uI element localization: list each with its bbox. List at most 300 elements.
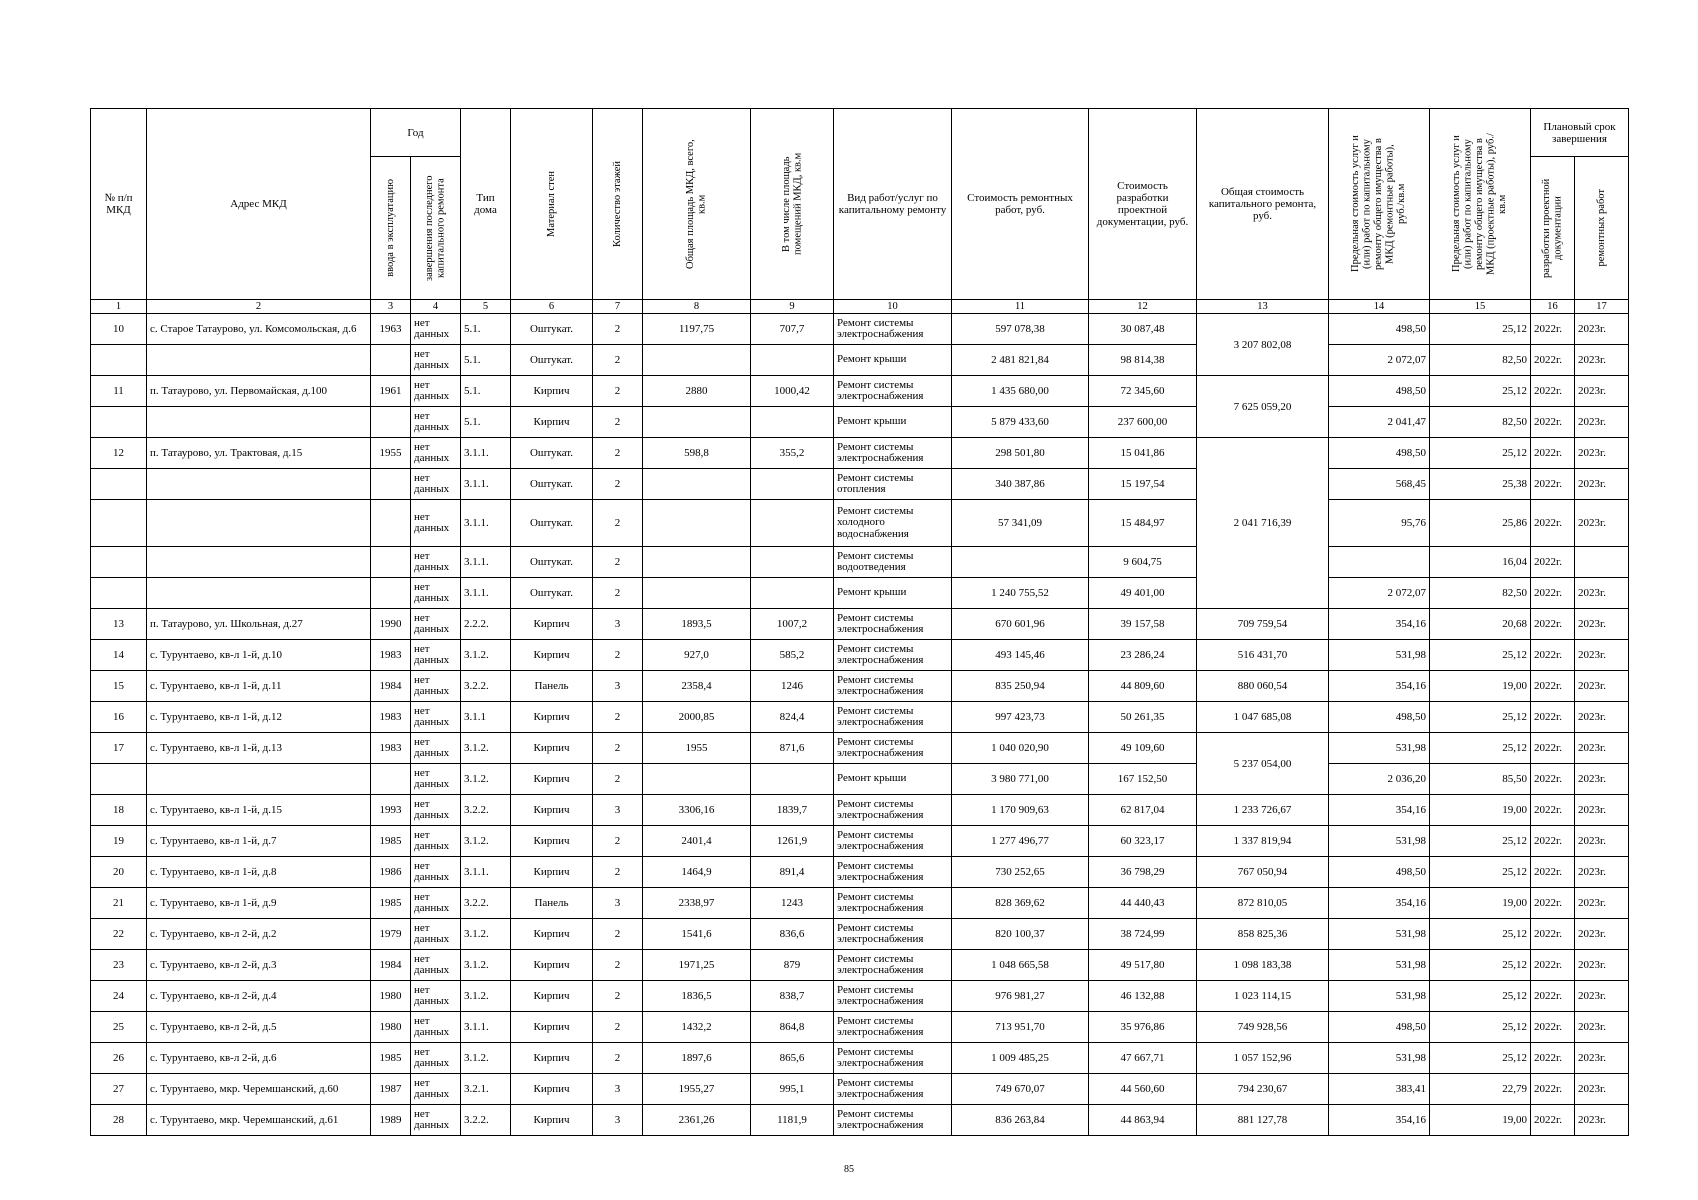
- cell-year-built: 1963: [371, 314, 411, 345]
- table-row: [91, 640, 1629, 671]
- cell-work-type: Ремонт системы электроснабжения: [834, 857, 952, 888]
- cell-year-built: 1985: [371, 888, 411, 919]
- header-house-type: Тип дома: [461, 109, 511, 300]
- cell-plan-design: 2022г.: [1531, 609, 1575, 640]
- table-body: [91, 314, 1629, 1136]
- table-row: [91, 671, 1629, 702]
- cell-design-cost: 44 440,43: [1089, 888, 1197, 919]
- table-row: [91, 733, 1629, 764]
- cell-address: с. Турунтаево, кв-л 1-й, д.9: [147, 888, 371, 919]
- cell-wall-material: Кирпич: [511, 1074, 593, 1105]
- cell-total-cost: 516 431,70: [1197, 640, 1329, 671]
- cell-floors: 2: [593, 702, 643, 733]
- cell-repair-cost: 298 501,80: [952, 438, 1089, 469]
- cell-limit-repair: 498,50: [1329, 438, 1430, 469]
- cell-last-repair: нет данных: [411, 407, 461, 438]
- cell-house-type: 3.1.2.: [461, 950, 511, 981]
- cell-limit-repair: 568,45: [1329, 469, 1430, 500]
- cell-house-type: 3.2.2.: [461, 888, 511, 919]
- cell-total-area: 3306,16: [643, 795, 751, 826]
- cell-plan-repair: [1575, 547, 1629, 578]
- cell-work-type: Ремонт крыши: [834, 578, 952, 609]
- cell-limit-repair: 354,16: [1329, 609, 1430, 640]
- cell-wall-material: Оштукат.: [511, 500, 593, 547]
- cell-row-number: 23: [91, 950, 147, 981]
- header-total-area-text: Общая площадь МКД, всего, кв.м: [685, 139, 708, 269]
- cell-wall-material: Оштукат.: [511, 578, 593, 609]
- cell-total-area: 1836,5: [643, 981, 751, 1012]
- cell-plan-repair: 2023г.: [1575, 733, 1629, 764]
- cell-limit-design: 25,12: [1430, 702, 1531, 733]
- cell-work-type: Ремонт системы электроснабжения: [834, 733, 952, 764]
- capital-repair-table: [90, 108, 1629, 1136]
- cell-year-built: 1983: [371, 702, 411, 733]
- cell-limit-repair: 531,98: [1329, 1043, 1430, 1074]
- cell-plan-repair: 2023г.: [1575, 609, 1629, 640]
- cell-row-number: 22: [91, 919, 147, 950]
- cell-limit-repair: 498,50: [1329, 702, 1430, 733]
- cell-repair-cost: 670 601,96: [952, 609, 1089, 640]
- table-row: [91, 1074, 1629, 1105]
- cell-address: с. Турунтаево, мкр. Черемшанский, д.60: [147, 1074, 371, 1105]
- cell-design-cost: 60 323,17: [1089, 826, 1197, 857]
- cell-year-built: 1983: [371, 733, 411, 764]
- header-plan-design: [1531, 157, 1575, 300]
- cell-house-type: 3.1.1.: [461, 500, 511, 547]
- cell-work-type: Ремонт системы водоотведения: [834, 547, 952, 578]
- cell-wall-material: Кирпич: [511, 826, 593, 857]
- cell-work-type: Ремонт системы электроснабжения: [834, 1043, 952, 1074]
- cell-year-built: 1979: [371, 919, 411, 950]
- cell-plan-design: 2022г.: [1531, 702, 1575, 733]
- cell-row-number: 12: [91, 438, 147, 469]
- header-work-type: Вид работ/услуг по капитальному ремонту: [834, 109, 952, 300]
- cell-address: с. Турунтаево, кв-л 2-й, д.3: [147, 950, 371, 981]
- cell-wall-material: Оштукат.: [511, 547, 593, 578]
- cell-total-cost: 1 337 819,94: [1197, 826, 1329, 857]
- cell-house-type: 3.2.2.: [461, 671, 511, 702]
- cell-plan-design: 2022г.: [1531, 981, 1575, 1012]
- cell-house-type: 3.1.2.: [461, 764, 511, 795]
- cell-year-built: 1986: [371, 857, 411, 888]
- table-row: [91, 888, 1629, 919]
- cell-address: п. Татаурово, ул. Трактовая, д.15: [147, 438, 371, 469]
- cell-premises-area: 864,8: [751, 1012, 834, 1043]
- cell-floors: 2: [593, 407, 643, 438]
- cell-limit-repair: 531,98: [1329, 919, 1430, 950]
- cell-address: п. Татаурово, ул. Первомайская, д.100: [147, 376, 371, 407]
- cell-last-repair: нет данных: [411, 888, 461, 919]
- cell-total-area: 1432,2: [643, 1012, 751, 1043]
- table-row: [91, 1043, 1629, 1074]
- header-limit-design-text: Предельная стоимость услуг и (или) работ по капитальному ремонту общего имущества в МКД (проектные работы), руб./кв.м: [1451, 133, 1509, 275]
- column-numbers-row: [91, 300, 1629, 314]
- cell-house-type: 3.1.1.: [461, 857, 511, 888]
- cell-row-number: [91, 500, 147, 547]
- column-number: 17: [1575, 300, 1629, 314]
- cell-limit-repair: 531,98: [1329, 826, 1430, 857]
- cell-limit-design: 25,86: [1430, 500, 1531, 547]
- cell-limit-design: 25,12: [1430, 733, 1531, 764]
- cell-floors: 3: [593, 609, 643, 640]
- cell-total-area: 2358,4: [643, 671, 751, 702]
- cell-plan-repair: 2023г.: [1575, 578, 1629, 609]
- cell-limit-design: 25,12: [1430, 376, 1531, 407]
- cell-plan-repair: 2023г.: [1575, 826, 1629, 857]
- cell-premises-area: 995,1: [751, 1074, 834, 1105]
- cell-premises-area: 1007,2: [751, 609, 834, 640]
- cell-row-number: [91, 764, 147, 795]
- cell-work-type: Ремонт системы электроснабжения: [834, 888, 952, 919]
- header-plan-design-text: разработки проектной документации: [1541, 178, 1564, 278]
- cell-plan-repair: 2023г.: [1575, 795, 1629, 826]
- cell-address: [147, 500, 371, 547]
- cell-work-type: Ремонт системы электроснабжения: [834, 376, 952, 407]
- cell-total-cost: 767 050,94: [1197, 857, 1329, 888]
- cell-year-built: [371, 407, 411, 438]
- header-premises-area-text: В том числе площадь помещений МКД, кв.м: [780, 152, 803, 256]
- cell-floors: 2: [593, 640, 643, 671]
- column-number: 10: [834, 300, 952, 314]
- cell-limit-repair: 531,98: [1329, 950, 1430, 981]
- cell-limit-design: 20,68: [1430, 609, 1531, 640]
- column-number: 8: [643, 300, 751, 314]
- cell-premises-area: 838,7: [751, 981, 834, 1012]
- cell-last-repair: нет данных: [411, 345, 461, 376]
- cell-year-built: [371, 469, 411, 500]
- cell-total-cost: 872 810,05: [1197, 888, 1329, 919]
- cell-last-repair: нет данных: [411, 1074, 461, 1105]
- header-year-built-text: ввода в эксплуатацию: [384, 179, 396, 277]
- cell-repair-cost: 835 250,94: [952, 671, 1089, 702]
- cell-plan-repair: 2023г.: [1575, 500, 1629, 547]
- cell-limit-repair: 354,16: [1329, 1105, 1430, 1136]
- cell-last-repair: нет данных: [411, 1012, 461, 1043]
- cell-premises-area: 1181,9: [751, 1105, 834, 1136]
- table-row: [91, 826, 1629, 857]
- cell-work-type: Ремонт системы электроснабжения: [834, 640, 952, 671]
- cell-design-cost: 38 724,99: [1089, 919, 1197, 950]
- cell-limit-design: 25,12: [1430, 857, 1531, 888]
- cell-repair-cost: 2 481 821,84: [952, 345, 1089, 376]
- cell-premises-area: 1839,7: [751, 795, 834, 826]
- cell-plan-repair: 2023г.: [1575, 376, 1629, 407]
- cell-floors: 2: [593, 438, 643, 469]
- cell-limit-design: 25,38: [1430, 469, 1531, 500]
- cell-house-type: 3.1.1.: [461, 469, 511, 500]
- cell-floors: 3: [593, 888, 643, 919]
- cell-plan-repair: 2023г.: [1575, 671, 1629, 702]
- cell-wall-material: Кирпич: [511, 702, 593, 733]
- cell-house-type: 3.1.1.: [461, 438, 511, 469]
- cell-work-type: Ремонт системы электроснабжения: [834, 826, 952, 857]
- cell-repair-cost: 836 263,84: [952, 1105, 1089, 1136]
- cell-design-cost: 49 109,60: [1089, 733, 1197, 764]
- cell-premises-area: 1246: [751, 671, 834, 702]
- cell-repair-cost: 820 100,37: [952, 919, 1089, 950]
- cell-limit-design: 82,50: [1430, 407, 1531, 438]
- cell-address: [147, 469, 371, 500]
- cell-premises-area: 707,7: [751, 314, 834, 345]
- cell-work-type: Ремонт системы электроснабжения: [834, 950, 952, 981]
- cell-total-area: 1893,5: [643, 609, 751, 640]
- cell-total-area: [643, 500, 751, 547]
- cell-address: п. Татаурово, ул. Школьная, д.27: [147, 609, 371, 640]
- cell-work-type: Ремонт крыши: [834, 764, 952, 795]
- header-plan-repair: [1575, 157, 1629, 300]
- cell-address: с. Турунтаево, кв-л 2-й, д.6: [147, 1043, 371, 1074]
- cell-plan-design: 2022г.: [1531, 1074, 1575, 1105]
- cell-design-cost: 23 286,24: [1089, 640, 1197, 671]
- cell-design-cost: 44 863,94: [1089, 1105, 1197, 1136]
- cell-limit-repair: 531,98: [1329, 640, 1430, 671]
- cell-year-built: 1993: [371, 795, 411, 826]
- cell-design-cost: 50 261,35: [1089, 702, 1197, 733]
- cell-total-area: 1971,25: [643, 950, 751, 981]
- cell-year-built: 1989: [371, 1105, 411, 1136]
- cell-year-built: [371, 547, 411, 578]
- cell-total-area: 1197,75: [643, 314, 751, 345]
- cell-wall-material: Кирпич: [511, 795, 593, 826]
- cell-wall-material: Кирпич: [511, 950, 593, 981]
- cell-address: с. Турунтаево, кв-л 1-й, д.11: [147, 671, 371, 702]
- cell-wall-material: Оштукат.: [511, 345, 593, 376]
- cell-floors: 2: [593, 1043, 643, 1074]
- cell-total-cost: 5 237 054,00: [1197, 733, 1329, 795]
- cell-wall-material: Оштукат.: [511, 314, 593, 345]
- cell-repair-cost: 340 387,86: [952, 469, 1089, 500]
- cell-house-type: 3.1.2.: [461, 733, 511, 764]
- cell-repair-cost: 1 435 680,00: [952, 376, 1089, 407]
- cell-year-built: 1987: [371, 1074, 411, 1105]
- cell-premises-area: [751, 469, 834, 500]
- cell-design-cost: 15 041,86: [1089, 438, 1197, 469]
- table-row: [91, 578, 1629, 609]
- table-row: [91, 438, 1629, 469]
- cell-row-number: 27: [91, 1074, 147, 1105]
- cell-plan-repair: 2023г.: [1575, 1074, 1629, 1105]
- cell-limit-repair: 354,16: [1329, 795, 1430, 826]
- cell-plan-repair: 2023г.: [1575, 981, 1629, 1012]
- cell-last-repair: нет данных: [411, 469, 461, 500]
- cell-address: с. Турунтаево, кв-л 1-й, д.7: [147, 826, 371, 857]
- cell-row-number: [91, 469, 147, 500]
- cell-limit-design: 82,50: [1430, 345, 1531, 376]
- cell-work-type: Ремонт системы электроснабжения: [834, 609, 952, 640]
- header-premises-area: [751, 109, 834, 300]
- cell-house-type: 3.1.2.: [461, 981, 511, 1012]
- header-limit-repair-text: Предельная стоимость услуг и (или) работ по капитальному ремонту общего имущества в МКД (ремонтные работы), руб./кв.м: [1350, 135, 1408, 273]
- cell-limit-design: 25,12: [1430, 981, 1531, 1012]
- cell-plan-repair: 2023г.: [1575, 438, 1629, 469]
- cell-house-type: 2.2.2.: [461, 609, 511, 640]
- cell-row-number: 19: [91, 826, 147, 857]
- cell-repair-cost: 828 369,62: [952, 888, 1089, 919]
- cell-plan-repair: 2023г.: [1575, 857, 1629, 888]
- cell-plan-design: 2022г.: [1531, 640, 1575, 671]
- cell-repair-cost: 1 040 020,90: [952, 733, 1089, 764]
- cell-repair-cost: 5 879 433,60: [952, 407, 1089, 438]
- cell-wall-material: Оштукат.: [511, 438, 593, 469]
- cell-plan-design: 2022г.: [1531, 578, 1575, 609]
- cell-limit-repair: 2 072,07: [1329, 345, 1430, 376]
- cell-premises-area: 355,2: [751, 438, 834, 469]
- cell-limit-design: 25,12: [1430, 1012, 1531, 1043]
- cell-repair-cost: 1 277 496,77: [952, 826, 1089, 857]
- cell-design-cost: 46 132,88: [1089, 981, 1197, 1012]
- cell-limit-repair: 498,50: [1329, 857, 1430, 888]
- cell-plan-design: 2022г.: [1531, 469, 1575, 500]
- cell-work-type: Ремонт системы электроснабжения: [834, 1012, 952, 1043]
- cell-house-type: 3.2.2.: [461, 1105, 511, 1136]
- cell-last-repair: нет данных: [411, 764, 461, 795]
- cell-wall-material: Кирпич: [511, 640, 593, 671]
- cell-plan-repair: 2023г.: [1575, 345, 1629, 376]
- cell-last-repair: нет данных: [411, 702, 461, 733]
- table-row: [91, 407, 1629, 438]
- cell-limit-design: 19,00: [1430, 671, 1531, 702]
- cell-year-built: 1955: [371, 438, 411, 469]
- header-plan-repair-text: ремонтных работ: [1595, 189, 1607, 267]
- cell-design-cost: 9 604,75: [1089, 547, 1197, 578]
- cell-work-type: Ремонт крыши: [834, 407, 952, 438]
- cell-limit-design: 25,12: [1430, 950, 1531, 981]
- cell-premises-area: 1261,9: [751, 826, 834, 857]
- cell-total-area: 1955,27: [643, 1074, 751, 1105]
- cell-design-cost: 237 600,00: [1089, 407, 1197, 438]
- cell-premises-area: [751, 500, 834, 547]
- header-year-last-repair-text: завершения последнего капитального ремонта: [424, 175, 447, 281]
- cell-design-cost: 15 197,54: [1089, 469, 1197, 500]
- cell-plan-design: 2022г.: [1531, 826, 1575, 857]
- cell-plan-repair: 2023г.: [1575, 1012, 1629, 1043]
- cell-limit-design: 19,00: [1430, 888, 1531, 919]
- cell-total-cost: 3 207 802,08: [1197, 314, 1329, 376]
- cell-last-repair: нет данных: [411, 1043, 461, 1074]
- cell-premises-area: [751, 578, 834, 609]
- cell-limit-design: 19,00: [1430, 795, 1531, 826]
- cell-address: [147, 578, 371, 609]
- cell-row-number: [91, 345, 147, 376]
- cell-last-repair: нет данных: [411, 438, 461, 469]
- table-row: [91, 981, 1629, 1012]
- cell-house-type: 5.1.: [461, 376, 511, 407]
- cell-repair-cost: [952, 547, 1089, 578]
- cell-row-number: 26: [91, 1043, 147, 1074]
- column-number: 11: [952, 300, 1089, 314]
- cell-total-cost: 749 928,56: [1197, 1012, 1329, 1043]
- cell-row-number: 24: [91, 981, 147, 1012]
- cell-design-cost: 49 401,00: [1089, 578, 1197, 609]
- cell-year-built: 1983: [371, 640, 411, 671]
- cell-house-type: 3.1.1.: [461, 578, 511, 609]
- cell-total-area: 2338,97: [643, 888, 751, 919]
- cell-house-type: 3.1.2.: [461, 826, 511, 857]
- header-floors: [593, 109, 643, 300]
- column-number: 2: [147, 300, 371, 314]
- cell-design-cost: 98 814,38: [1089, 345, 1197, 376]
- cell-last-repair: нет данных: [411, 671, 461, 702]
- header-total-cost: Общая стоимость капитального ремонта, руб.: [1197, 109, 1329, 300]
- cell-limit-design: 25,12: [1430, 1043, 1531, 1074]
- cell-last-repair: нет данных: [411, 578, 461, 609]
- header-address: Адрес МКД: [147, 109, 371, 300]
- cell-work-type: Ремонт системы электроснабжения: [834, 1105, 952, 1136]
- column-number: 4: [411, 300, 461, 314]
- cell-plan-design: 2022г.: [1531, 764, 1575, 795]
- cell-design-cost: 15 484,97: [1089, 500, 1197, 547]
- table-row: [91, 376, 1629, 407]
- cell-address: с. Турунтаево, мкр. Черемшанский, д.61: [147, 1105, 371, 1136]
- cell-design-cost: 72 345,60: [1089, 376, 1197, 407]
- cell-total-cost: 1 233 726,67: [1197, 795, 1329, 826]
- cell-premises-area: 865,6: [751, 1043, 834, 1074]
- cell-house-type: 3.2.2.: [461, 795, 511, 826]
- cell-floors: 2: [593, 500, 643, 547]
- cell-work-type: Ремонт системы холодного водоснабжения: [834, 500, 952, 547]
- cell-design-cost: 39 157,58: [1089, 609, 1197, 640]
- cell-premises-area: [751, 764, 834, 795]
- cell-total-cost: 2 041 716,39: [1197, 438, 1329, 609]
- cell-total-area: 2401,4: [643, 826, 751, 857]
- cell-limit-repair: 354,16: [1329, 888, 1430, 919]
- cell-floors: 2: [593, 578, 643, 609]
- cell-premises-area: 836,6: [751, 919, 834, 950]
- cell-plan-design: 2022г.: [1531, 1043, 1575, 1074]
- cell-premises-area: [751, 407, 834, 438]
- cell-total-cost: 880 060,54: [1197, 671, 1329, 702]
- cell-limit-repair: 531,98: [1329, 981, 1430, 1012]
- cell-limit-design: 22,79: [1430, 1074, 1531, 1105]
- cell-year-built: 1984: [371, 950, 411, 981]
- cell-address: с. Турунтаево, кв-л 1-й, д.10: [147, 640, 371, 671]
- cell-limit-repair: 2 041,47: [1329, 407, 1430, 438]
- cell-floors: 2: [593, 857, 643, 888]
- table-row: [91, 500, 1629, 547]
- cell-address: с. Турунтаево, кв-л 1-й, д.12: [147, 702, 371, 733]
- cell-wall-material: Кирпич: [511, 981, 593, 1012]
- cell-row-number: 28: [91, 1105, 147, 1136]
- cell-plan-repair: 2023г.: [1575, 764, 1629, 795]
- cell-design-cost: 35 976,86: [1089, 1012, 1197, 1043]
- cell-total-area: 2361,26: [643, 1105, 751, 1136]
- cell-repair-cost: 597 078,38: [952, 314, 1089, 345]
- cell-limit-repair: [1329, 547, 1430, 578]
- cell-plan-design: 2022г.: [1531, 919, 1575, 950]
- cell-total-area: [643, 547, 751, 578]
- cell-floors: 2: [593, 469, 643, 500]
- cell-address: с. Турунтаево, кв-л 1-й, д.13: [147, 733, 371, 764]
- column-number: 5: [461, 300, 511, 314]
- cell-year-built: 1980: [371, 981, 411, 1012]
- cell-last-repair: нет данных: [411, 640, 461, 671]
- cell-address: с. Турунтаево, кв-л 2-й, д.4: [147, 981, 371, 1012]
- cell-floors: 3: [593, 671, 643, 702]
- cell-plan-repair: 2023г.: [1575, 702, 1629, 733]
- table-row: [91, 314, 1629, 345]
- cell-plan-design: 2022г.: [1531, 345, 1575, 376]
- cell-total-area: [643, 407, 751, 438]
- cell-plan-repair: 2023г.: [1575, 888, 1629, 919]
- cell-total-area: 1897,6: [643, 1043, 751, 1074]
- column-number: 15: [1430, 300, 1531, 314]
- cell-premises-area: 879: [751, 950, 834, 981]
- cell-limit-repair: 2 072,07: [1329, 578, 1430, 609]
- cell-total-area: 598,8: [643, 438, 751, 469]
- cell-last-repair: нет данных: [411, 857, 461, 888]
- header-limit-design: [1430, 109, 1531, 300]
- cell-premises-area: [751, 547, 834, 578]
